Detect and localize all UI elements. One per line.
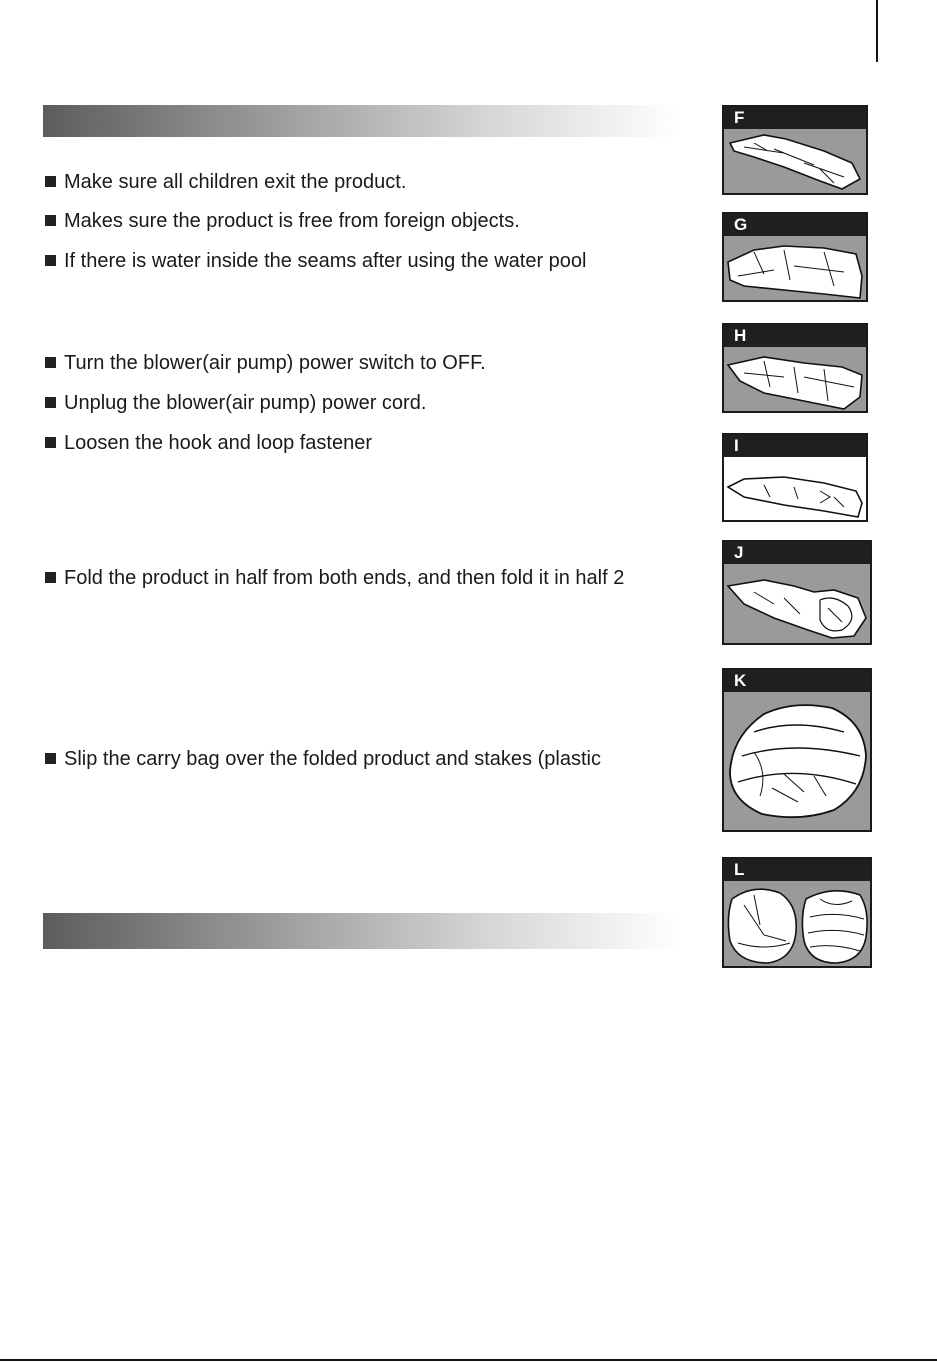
bullet-square-icon	[45, 572, 56, 583]
bullet-text: Fold the product in half from both ends, and then fold it in half 2	[64, 567, 625, 589]
section-header-bar	[43, 105, 680, 137]
bullet-text: Slip the carry bag over the folded product and stakes (plastic	[64, 748, 601, 770]
page-tab-marker	[876, 0, 878, 62]
bullet-item	[45, 391, 426, 415]
figure-label: I	[724, 435, 866, 457]
figure-l	[722, 857, 872, 968]
figure-label: L	[724, 859, 870, 881]
folded-product-illustration	[724, 564, 870, 643]
bullet-text: Unplug the blower(air pump) power cord.	[64, 392, 427, 414]
figure-i	[722, 433, 868, 522]
figure-h	[722, 323, 868, 413]
bullet-text: Turn the blower(air pump) power switch to OFF.	[64, 352, 486, 374]
figure-g	[722, 212, 868, 302]
bullet-item	[45, 170, 406, 194]
folded-product-illustration	[724, 457, 866, 520]
bullet-text: If there is water inside the seams after using the water pool	[64, 250, 587, 272]
packed-bags-illustration	[724, 881, 870, 966]
bullet-square-icon	[45, 215, 56, 226]
figure-f	[722, 105, 868, 195]
bullet-text: Loosen the hook and loop fastener	[64, 432, 373, 454]
bullet-text: Make sure all children exit the product.	[64, 171, 407, 193]
figure-label: J	[724, 542, 870, 564]
bullet-item	[45, 747, 601, 771]
bullet-square-icon	[45, 357, 56, 368]
bullet-item	[45, 209, 520, 233]
bullet-square-icon	[45, 397, 56, 408]
figure-label: H	[724, 325, 866, 347]
folded-product-illustration	[724, 236, 866, 300]
figure-j	[722, 540, 872, 645]
page-bottom-rule	[0, 1359, 937, 1361]
figure-label: F	[724, 107, 866, 129]
bullet-square-icon	[45, 255, 56, 266]
rolled-product-illustration	[724, 692, 870, 830]
figure-label: K	[724, 670, 870, 692]
bullet-item	[45, 351, 486, 375]
figure-label: G	[724, 214, 866, 236]
figure-k	[722, 668, 872, 832]
bullet-item	[45, 431, 372, 455]
bullet-item	[45, 249, 587, 273]
bullet-square-icon	[45, 437, 56, 448]
bullet-square-icon	[45, 176, 56, 187]
bullet-text: Makes sure the product is free from foreign objects.	[64, 210, 520, 232]
folded-product-illustration	[724, 129, 866, 193]
folded-product-illustration	[724, 347, 866, 411]
bullet-item	[45, 566, 624, 590]
bullet-square-icon	[45, 753, 56, 764]
section-header-bar	[43, 913, 680, 949]
